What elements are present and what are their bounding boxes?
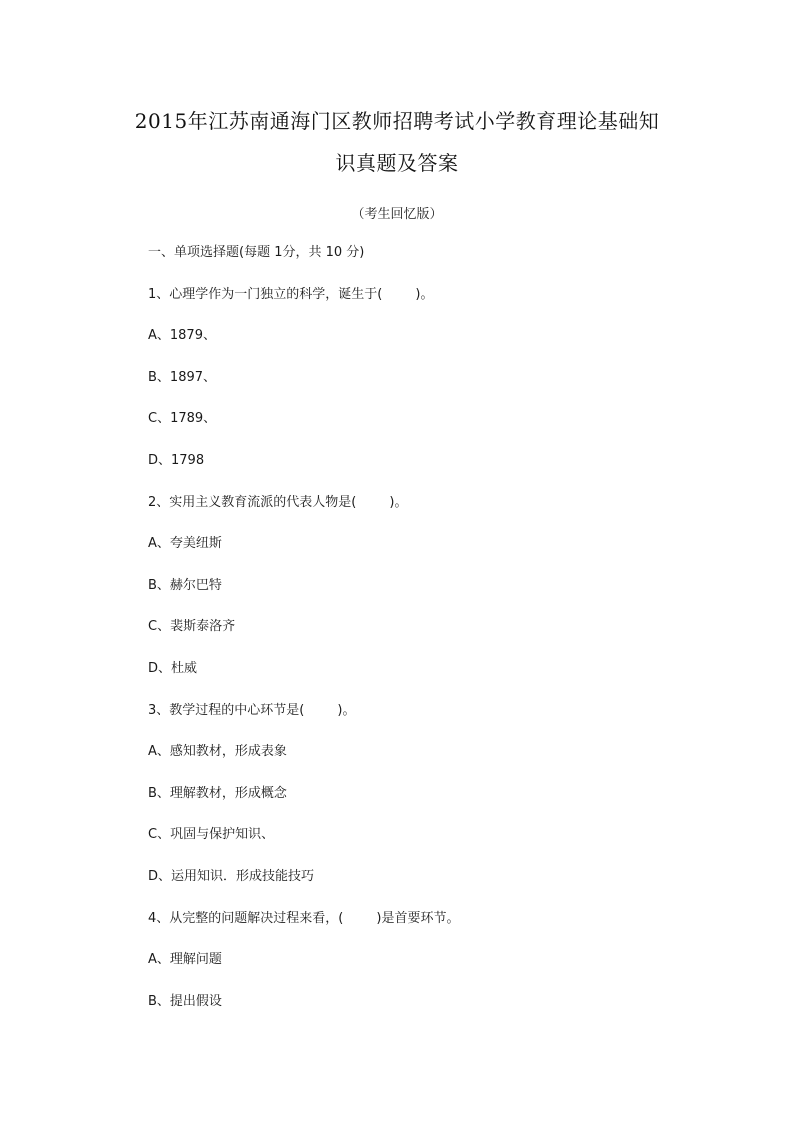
document-title-line-2: 识真题及答案 — [335, 151, 459, 175]
question-4-option-b: B、提出假设 — [148, 994, 222, 1009]
question-3-stem: 3、教学过程的中心环节是( )。 — [148, 703, 356, 718]
section-heading: 一、单项选择题(每题 1分，共 10 分) — [148, 245, 365, 260]
question-3-option-a: A、感知教材，形成表象 — [148, 744, 287, 759]
question-4-option-a: A、理解问题 — [148, 952, 222, 967]
question-4-stem: 4、从完整的问题解决过程来看，( )是首要环节。 — [148, 911, 460, 926]
question-2-option-a: A、夸美纽斯 — [148, 536, 222, 551]
question-2-stem: 2、实用主义教育流派的代表人物是( )。 — [148, 495, 408, 510]
question-1-option-c: C、1789、 — [148, 411, 217, 426]
question-1-stem: 1、心理学作为一门独立的科学，诞生于( )。 — [148, 287, 434, 302]
question-3-option-b: B、理解教材，形成概念 — [148, 786, 287, 801]
question-2-option-c: C、裴斯泰洛齐 — [148, 619, 236, 634]
question-1-option-d: D、1798 — [148, 453, 205, 468]
question-2-option-d: D、杜威 — [148, 661, 198, 676]
document-title-line-1: 2015年江苏南通海门区教师招聘考试小学教育理论基础知 — [134, 109, 660, 133]
question-2-option-b: B、赫尔巴特 — [148, 578, 222, 593]
question-3-option-c: C、巩固与保护知识、 — [148, 827, 275, 842]
question-1-option-a: A、1879、 — [148, 328, 216, 343]
question-3-option-d: D、运用知识．形成技能技巧 — [148, 869, 315, 884]
question-1-option-b: B、1897、 — [148, 370, 217, 385]
document-subtitle: （考生回忆版） — [351, 207, 443, 222]
